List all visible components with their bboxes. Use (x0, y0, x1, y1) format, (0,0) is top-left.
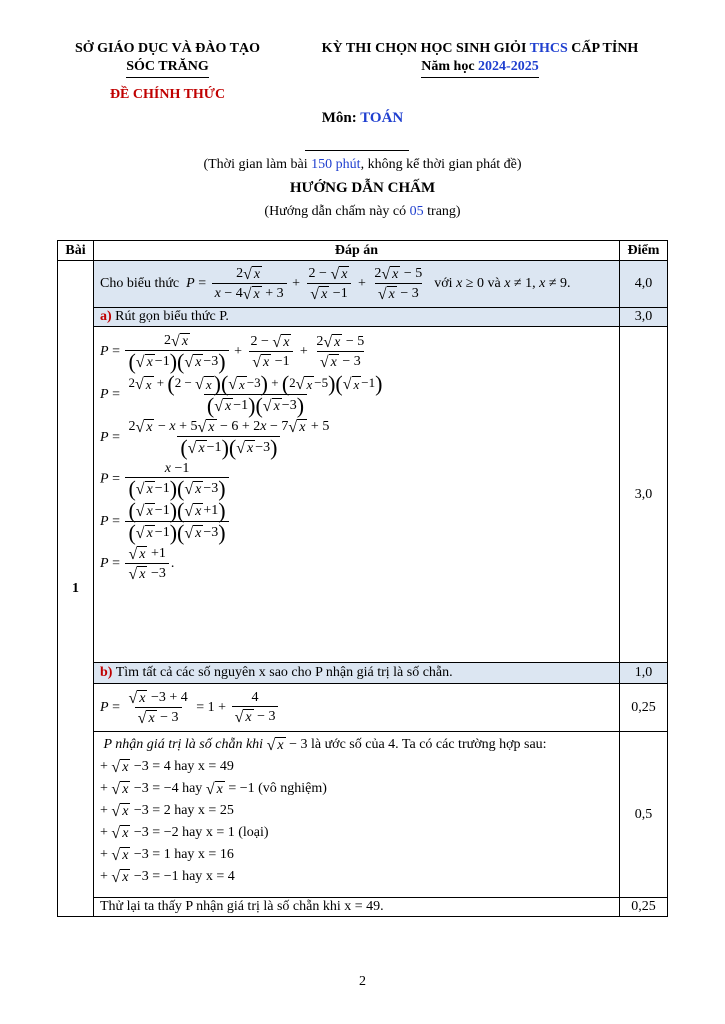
guide-title: HƯỚNG DẪN CHẤM (289, 180, 436, 196)
step-4: P = x −1 ( √ x −1)( √ x −3) (100, 461, 613, 498)
case-item: + √ x −3 = 4 hay x = 49 (100, 758, 234, 776)
exam-heading (290, 40, 670, 78)
page-number: 2 (359, 974, 366, 989)
exam-title: KỲ THI CHỌN HỌC SINH GIỎI THCS CẤP TỈNH (321, 41, 639, 56)
answer-table (57, 240, 668, 917)
part-b-cases-row (58, 732, 668, 898)
part-a-score: 3,0 (620, 308, 668, 327)
check-score: 0,25 (620, 898, 668, 917)
part-a-steps-row (58, 327, 668, 663)
step-1: P = 2 √ x ( √ x −1)( √ x −3) + 2 − √ x √ x −1 + 2 √ x − 5 √ x − 3 (100, 333, 365, 374)
school-year: Năm học 2024-2025 (421, 58, 538, 78)
case-item: + √ x −3 = −2 hay x = 1 (loại) (100, 824, 269, 842)
part-b-rewrite-row (58, 684, 668, 732)
step-3: P = 2 √ x − x + 5 √ x − 6 + 2x − 7 √ x + 5 ( √ x −1)( √ x −3) (100, 419, 330, 461)
col-header-diem: Điểm (620, 241, 668, 261)
cases-intro: P nhận giá trị là số chẵn khi √ x − 3 là ước số của 4. Ta có các trường hợp sau: (103, 736, 547, 754)
part-b-row (58, 663, 668, 684)
cases (94, 732, 620, 898)
part-b-task: b) Tìm tất cả các số nguyên x sao cho P nhận giá trị là số chẵn. (94, 663, 620, 684)
case-item: + √ x −3 = −4 hay √ x = −1 (vô nghiệm) (100, 780, 327, 798)
col-header-bai: Bài (58, 241, 94, 261)
issuing-authority (60, 40, 275, 104)
case-item: + √ x −3 = 1 hay x = 16 (100, 846, 234, 864)
problem-statement: Cho biểu thức P = 2 √ x x − 4 √ x + 3 + 2 − √ x √ x −1 + 2 √ x − 5 √ x − 3 với x ≥ 0 và x ≠ 1, x ≠ 9. (94, 261, 620, 308)
pages-note: (Hướng dẫn chấm này có 05 trang) (264, 204, 461, 219)
step-6: P = √ x +1 √ x −3 . (100, 546, 175, 584)
problem-number: 1 (58, 261, 94, 917)
check-statement: Thử lại ta thấy P nhận giá trị là số chẵn khi x = 49. (94, 898, 620, 917)
step-2: P = 2 √ x + (2 − √ x )( √ x −3) + (2 √ x −5)( √ x −1) ( √ x −1)( √ x −3) (100, 371, 383, 419)
problem-statement-row (58, 261, 668, 308)
divider (305, 150, 409, 151)
case-item: + √ x −3 = −1 hay x = 4 (100, 868, 235, 886)
part-b-score: 1,0 (620, 663, 668, 684)
total-score: 4,0 (620, 261, 668, 308)
time-note: (Thời gian làm bài 150 phút, không kể thời gian phát đề) (203, 157, 522, 172)
case-item: + √ x −3 = 2 hay x = 25 (100, 802, 234, 820)
table-header-row (58, 241, 668, 261)
org-line2: SÓC TRĂNG (126, 58, 209, 78)
part-b-check-row (58, 898, 668, 917)
simplification-steps (94, 327, 620, 663)
part-a-task: a) Rút gọn biểu thức P. (94, 308, 620, 327)
subject-line: Môn: TOÁN (321, 110, 404, 126)
col-header-dap-an: Đáp án (94, 241, 620, 261)
step-5: P = ( √ x −1)( √ x +1) ( √ x −1)( √ x −3) (100, 502, 613, 542)
rewrite-score: 0,25 (620, 684, 668, 732)
part-a-steps-score: 3,0 (620, 327, 668, 663)
rewrite-formula: P = √ x −3 + 4 √ x − 3 = 1 + 4 √ x − 3 (94, 684, 620, 732)
org-line1: SỞ GIÁO DỤC VÀ ĐÀO TẠO (74, 41, 260, 56)
part-a-row (58, 308, 668, 327)
official-label: ĐỀ CHÍNH THỨC (109, 87, 226, 102)
cases-score: 0,5 (620, 732, 668, 898)
